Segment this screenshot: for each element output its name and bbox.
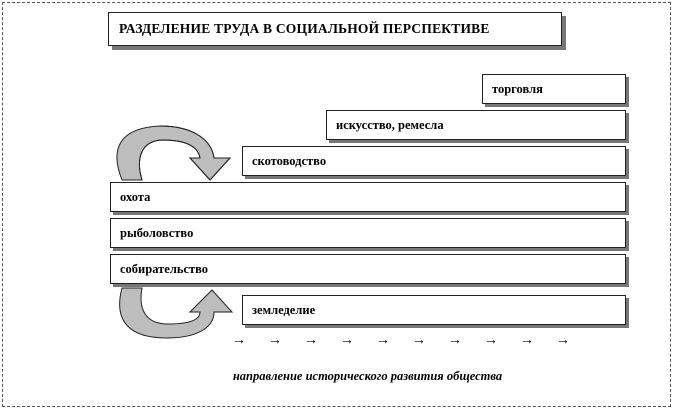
direction-arrow: →	[484, 333, 498, 348]
bar-fishing: рыболовство	[110, 218, 626, 248]
direction-arrow: →	[376, 333, 390, 348]
upper-curved-arrow	[117, 126, 230, 180]
bar-hunting: охота	[110, 182, 626, 212]
direction-arrow: →	[268, 333, 282, 348]
bar-cattle: скотоводство	[242, 146, 626, 176]
bar-gathering: собирательство	[110, 254, 626, 284]
bar-farming: земледелие	[242, 295, 626, 325]
diagram-title: РАЗДЕЛЕНИЕ ТРУДА В СОЦИАЛЬНОЙ ПЕРСПЕКТИВЕ	[108, 12, 562, 46]
direction-arrows	[232, 333, 592, 353]
direction-arrow: →	[232, 333, 246, 348]
direction-arrow: →	[556, 333, 570, 348]
direction-arrow: →	[304, 333, 318, 348]
direction-arrow: →	[520, 333, 534, 348]
lower-curved-arrow	[120, 288, 232, 338]
direction-arrow: →	[448, 333, 462, 348]
direction-arrow: →	[412, 333, 426, 348]
diagram-caption: направление исторического развития общества	[232, 369, 503, 383]
direction-arrow: →	[340, 333, 354, 348]
bar-crafts: искусство, ремесла	[326, 110, 626, 140]
bar-trade: торговля	[482, 74, 626, 104]
